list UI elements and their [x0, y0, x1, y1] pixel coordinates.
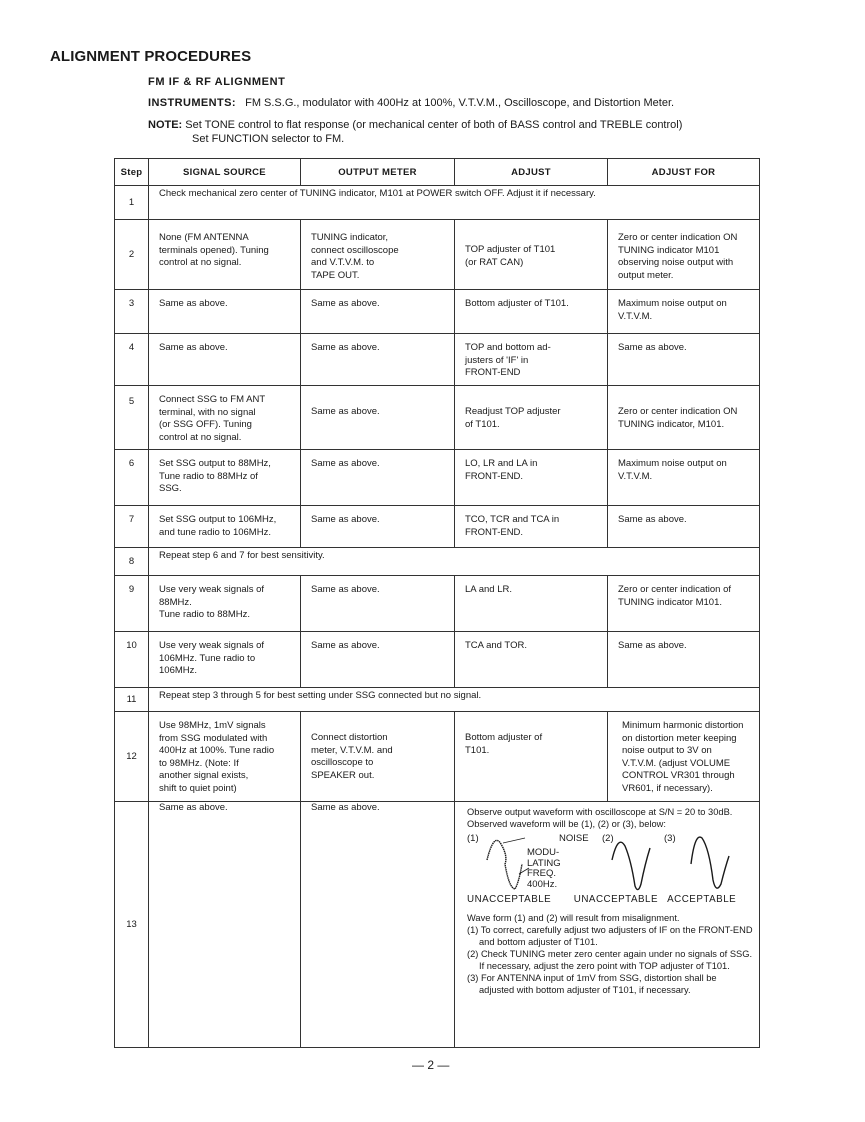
table-row [115, 576, 760, 632]
table-row [115, 506, 760, 548]
output-meter-cell: Same as above. [301, 506, 455, 548]
waveform-2-curve [612, 842, 650, 889]
table-header-row [115, 159, 760, 186]
step-number: 9 [115, 576, 149, 632]
adjust-for-cell: Minimum harmonic distortion on distortion meter keeping noise output to 3V on V.T.V.M. (adjust VOLUME CONTROL VR301 through VR601, if necessary). [608, 712, 760, 802]
instruments-line [148, 97, 674, 109]
waveform-curves [467, 834, 757, 892]
adjust-for-cell: Zero or center indication of TUNING indicator M101. [608, 576, 760, 632]
correction-step-1: (1) To correct, carefully adjust two adjusters of IF on the FRONT-END and bottom adjuster of T101. [467, 925, 753, 947]
step-instruction: Repeat step 6 and 7 for best sensitivity. [149, 548, 760, 576]
output-meter-cell: Connect distortion meter, V.T.V.M. and oscilloscope to SPEAKER out. [301, 712, 455, 802]
signal-source-cell: Use 98MHz, 1mV signals from SSG modulated with 400Hz at 100%. Tune radio to 98MHz. (Note: If another signal exists, shift to quiet point) [149, 712, 301, 802]
step-number: 4 [115, 334, 149, 386]
adjust-cell: TCA and TOR. [455, 632, 608, 688]
adjust-cell: Readjust TOP adjuster of T101. [455, 386, 608, 450]
waveform-1-curve [487, 840, 522, 889]
step-instruction: Check mechanical zero center of TUNING indicator, M101 at POWER switch OFF. Adjust it if necessary. [149, 186, 760, 220]
waveform-1-label: (1) [467, 833, 479, 844]
output-meter-cell: Same as above. [301, 802, 455, 1048]
verdict-3: ACCEPTABLE [667, 894, 737, 905]
waveform-3-curve [691, 837, 729, 888]
header-adjust-for: ADJUST FOR [608, 159, 760, 186]
signal-source-cell: Same as above. [149, 334, 301, 386]
output-meter-cell: Same as above. [301, 632, 455, 688]
step-number: 12 [115, 712, 149, 802]
waveform-2-label: (2) [602, 833, 614, 844]
waveform-diagram [467, 834, 757, 892]
noise-label: NOISE [559, 833, 589, 844]
table-row [115, 186, 760, 220]
table-row [115, 450, 760, 506]
section-title: FM IF & RF ALIGNMENT [148, 76, 286, 88]
signal-source-cell: Same as above. [149, 802, 301, 1048]
instruments-label: INSTRUMENTS: [148, 97, 236, 109]
step-number: 6 [115, 450, 149, 506]
step-instruction: Repeat step 3 through 5 for best setting under SSG connected but no signal. [149, 688, 760, 712]
output-meter-cell: Same as above. [301, 386, 455, 450]
verdict-1: UNACCEPTABLE [467, 894, 552, 905]
adjust-for-cell: Zero or center indication ON TUNING indicator M101 observing noise output with output meter. [608, 220, 760, 290]
correction-step-3: (3) For ANTENNA input of 1mV from SSG, distortion shall be adjusted with bottom adjuster of T101, if necessary. [467, 973, 717, 995]
step-number: 5 [115, 386, 149, 450]
page-number: — 2 — [412, 1058, 450, 1072]
page-title: ALIGNMENT PROCEDURES [50, 48, 252, 65]
signal-source-cell: Same as above. [149, 290, 301, 334]
adjust-for-cell: Same as above. [608, 506, 760, 548]
adjust-cell: Bottom adjuster of T101. [455, 290, 608, 334]
signal-source-cell: Set SSG output to 106MHz, and tune radio to 106MHz. [149, 506, 301, 548]
instruments-text: FM S.S.G., modulator with 400Hz at 100%, V.T.V.M., Oscilloscope, and Distortion Meter. [245, 97, 675, 109]
observe-waveforms-text: Observed waveform will be (1), (2) or (3), below: [467, 819, 666, 829]
step-number: 3 [115, 290, 149, 334]
waveform-3-label: (3) [664, 833, 676, 844]
adjust-for-cell: Zero or center indication ON TUNING indicator, M101. [608, 386, 760, 450]
adjust-cell: LA and LR. [455, 576, 608, 632]
table-row [115, 220, 760, 290]
modulating-freq-label: MODU- LATING FREQ. 400Hz. [527, 847, 561, 890]
header-adjust: ADJUST [455, 159, 608, 186]
adjust-for-cell: Same as above. [608, 334, 760, 386]
header-signal-source: SIGNAL SOURCE [149, 159, 301, 186]
table-row [115, 290, 760, 334]
signal-source-cell: Connect SSG to FM ANT terminal, with no signal (or SSG OFF). Tuning control at no signal. [149, 386, 301, 450]
step-number: 1 [115, 186, 149, 220]
adjust-cell: TCO, TCR and TCA in FRONT-END. [455, 506, 608, 548]
waveform-verdicts [467, 894, 753, 906]
table-row [115, 802, 760, 1048]
verdict-2: UNACCEPTABLE [573, 894, 658, 905]
step-number: 13 [115, 802, 149, 1048]
adjust-for-cell: Same as above. [608, 632, 760, 688]
adjust-cell: TOP adjuster of T101 (or RAT CAN) [455, 220, 608, 290]
output-meter-cell: Same as above. [301, 576, 455, 632]
note-line1: Set TONE control to flat response (or mechanical center of both of BASS control and TREBLE control) [185, 119, 683, 131]
header-output-meter: OUTPUT METER [301, 159, 455, 186]
table-row [115, 548, 760, 576]
waveform-observation-cell [455, 802, 760, 1048]
table-row [115, 386, 760, 450]
step-number: 7 [115, 506, 149, 548]
output-meter-cell: TUNING indicator, connect oscilloscope and V.T.V.M. to TAPE OUT. [301, 220, 455, 290]
observe-instruction: Observe output waveform with oscilloscope at S/N = 20 to 30dB. [467, 807, 733, 817]
modulating-pointer [519, 868, 529, 874]
table-row [115, 688, 760, 712]
output-meter-cell: Same as above. [301, 450, 455, 506]
note-block [148, 118, 682, 146]
table-row [115, 632, 760, 688]
output-meter-cell: Same as above. [301, 290, 455, 334]
step-number: 8 [115, 548, 149, 576]
note-line2: Set FUNCTION selector to FM. [192, 133, 345, 145]
noise-pointer [503, 838, 525, 843]
signal-source-cell: Use very weak signals of 88MHz. Tune radio to 88MHz. [149, 576, 301, 632]
adjust-cell: Bottom adjuster of T101. [455, 712, 608, 802]
table-row [115, 334, 760, 386]
signal-source-cell: None (FM ANTENNA terminals opened). Tuning control at no signal. [149, 220, 301, 290]
adjust-cell: LO, LR and LA in FRONT-END. [455, 450, 608, 506]
step-number: 10 [115, 632, 149, 688]
step-number: 2 [115, 220, 149, 290]
table-row [115, 712, 760, 802]
output-meter-cell: Same as above. [301, 334, 455, 386]
misalignment-note: Wave form (1) and (2) will result from misalignment. [467, 913, 680, 923]
signal-source-cell: Use very weak signals of 106MHz. Tune radio to 106MHz. [149, 632, 301, 688]
adjust-cell: TOP and bottom ad- justers of 'IF' in FRONT-END [455, 334, 608, 386]
step-number: 11 [115, 688, 149, 712]
adjust-for-cell: Maximum noise output on V.T.V.M. [608, 290, 760, 334]
adjust-for-cell: Maximum noise output on V.T.V.M. [608, 450, 760, 506]
header-step: Step [115, 159, 149, 186]
correction-step-2: (2) Check TUNING meter zero center again under no signals of SSG. If necessary, adjust the zero point with TOP adjuster of T101. [467, 949, 753, 971]
note-label: NOTE: [148, 119, 183, 131]
signal-source-cell: Set SSG output to 88MHz, Tune radio to 88MHz of SSG. [149, 450, 301, 506]
alignment-table [114, 158, 760, 1048]
